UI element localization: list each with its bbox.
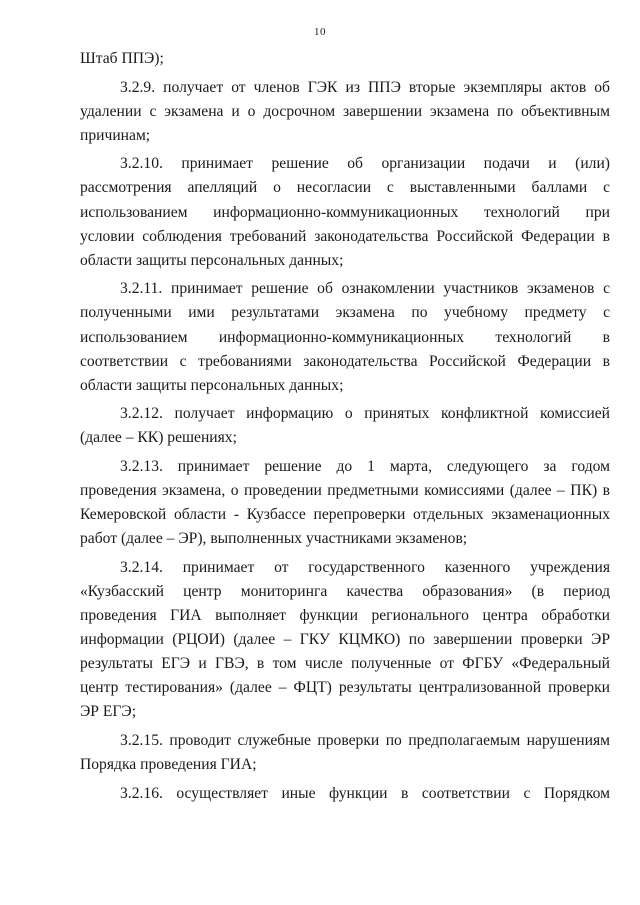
text-line: использованием информационно-коммуникационных технологий при (80, 203, 610, 221)
text-line: условии соблюдения требований законодательства Российской Федерации в (80, 227, 610, 245)
text-line: Порядка проведения ГИА; (80, 756, 257, 774)
document-body (80, 47, 610, 806)
text-line: Штаб ППЭ); (80, 50, 164, 67)
text-line: 3.2.14. принимает от государственного казенного учреждения (120, 558, 610, 576)
text-line: рассмотрения апелляций о несогласии с выставленными баллами с (80, 179, 610, 197)
text-line: соответствии с требованиями законодательства Российской Федерации в (80, 352, 610, 370)
text-line: 3.2.11. принимает решение об ознакомлении участников экзаменов с (120, 280, 610, 298)
text-line: полученными ими результатами экзамена по учебному предмету с (80, 304, 610, 322)
text-line: удалении с экзамена и о досрочном завершении экзамена по объективным (80, 102, 610, 120)
text-line: результаты ЕГЭ и ГВЭ, в том числе полученные от ФГБУ «Федеральный (80, 655, 610, 673)
text-line: 3.2.12. получает информацию о принятых конфликтной комиссией (120, 405, 610, 423)
text-line: 3.2.10. принимает решение об организации подачи и (или) (120, 155, 610, 173)
text-line: «Кузбасский центр мониторинга качества образования» (в период (80, 582, 610, 600)
text-line: 3.2.13. принимает решение до 1 марта, следующего за годом (120, 458, 610, 475)
text-line: причинам; (80, 126, 151, 144)
text-line: ЭР ЕГЭ; (80, 703, 137, 721)
text-line: центр тестирования» (далее – ФЦТ) результаты централизованной проверки (80, 679, 610, 697)
text-line: области защиты персональных данных; (80, 376, 344, 394)
page-number: 10 (314, 26, 326, 38)
text-line: 3.2.9. получает от членов ГЭК из ППЭ вторые экземпляры актов об (120, 78, 610, 96)
text-line: проведения ГИА выполняет функции регионального центра обработки (80, 607, 610, 625)
text-line: (далее – КК) решениях; (80, 429, 237, 447)
text-line: 3.2.16. осуществляет иные функции в соответствии с Порядком (120, 784, 610, 802)
text-line: использованием информационно-коммуникационных технологий в (80, 328, 610, 346)
text-line: Кемеровской области - Кузбассе перепроверки отдельных экзаменационных (80, 506, 610, 524)
text-line: информации (РЦОИ) (далее – ГКУ КЦМКО) по завершении проверки ЭР (80, 631, 610, 649)
text-line: проведения экзамена, о проведении предметными комиссиями (далее – ПК) в (80, 482, 610, 500)
text-line: 3.2.15. проводит служебные проверки по предполагаемым нарушениям (120, 732, 610, 750)
text-line: области защиты персональных данных; (80, 251, 344, 269)
text-line: работ (далее – ЭР), выполненных участниками экзаменов; (80, 530, 468, 548)
